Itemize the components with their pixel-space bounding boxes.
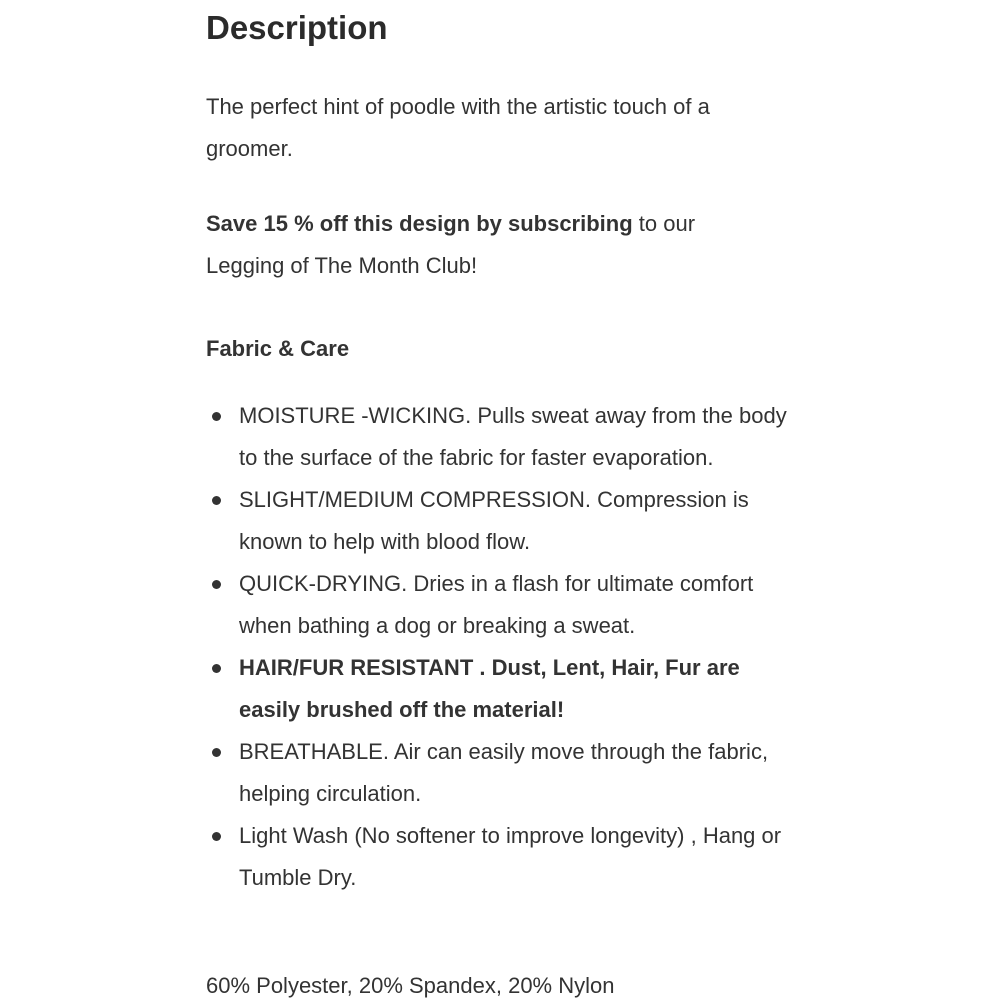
- feature-light-wash: [206, 815, 796, 899]
- bullet-icon: [212, 496, 221, 505]
- feature-text: BREATHABLE. Air can easily move through the fabric, helping circulation.: [239, 739, 769, 806]
- fabric-composition: 60% Polyester, 20% Spandex, 20% Nylon: [206, 973, 615, 998]
- fabric-care-heading: Fabric & Care: [206, 336, 350, 361]
- bullet-icon: [212, 748, 221, 757]
- feature-quick-drying: [206, 563, 796, 647]
- promo-rest-text: to our Legging of The Month Club!: [206, 211, 696, 278]
- feature-text: HAIR/FUR RESISTANT . Dust, Lent, Hair, Fur are easily brushed off the material!: [239, 655, 740, 722]
- bullet-icon: [212, 580, 221, 589]
- promo-strong-text: Save 15 % off this design by subscribing: [206, 211, 633, 236]
- feature-compression: [206, 479, 796, 563]
- feature-text: Light Wash (No softener to improve longevity) , Hang or Tumble Dry.: [239, 823, 782, 890]
- promo-text: [206, 203, 766, 287]
- description-title: Description: [206, 9, 388, 46]
- bullet-icon: [212, 412, 221, 421]
- bullet-icon: [212, 664, 221, 673]
- feature-text: QUICK-DRYING. Dries in a flash for ultimate comfort when bathing a dog or breaking a sweat.: [239, 571, 754, 638]
- bullet-icon: [212, 832, 221, 841]
- feature-breathable: [206, 731, 796, 815]
- intro-text: The perfect hint of poodle with the artistic touch of a groomer.: [206, 94, 710, 161]
- feature-hair-fur-resistant: [206, 647, 796, 731]
- fabric-care-list: [206, 395, 796, 899]
- feature-moisture-wicking: [206, 395, 796, 479]
- feature-text: SLIGHT/MEDIUM COMPRESSION. Compression is known to help with blood flow.: [239, 487, 749, 554]
- feature-text: MOISTURE -WICKING. Pulls sweat away from the body to the surface of the fabric for faster evaporation.: [239, 403, 787, 470]
